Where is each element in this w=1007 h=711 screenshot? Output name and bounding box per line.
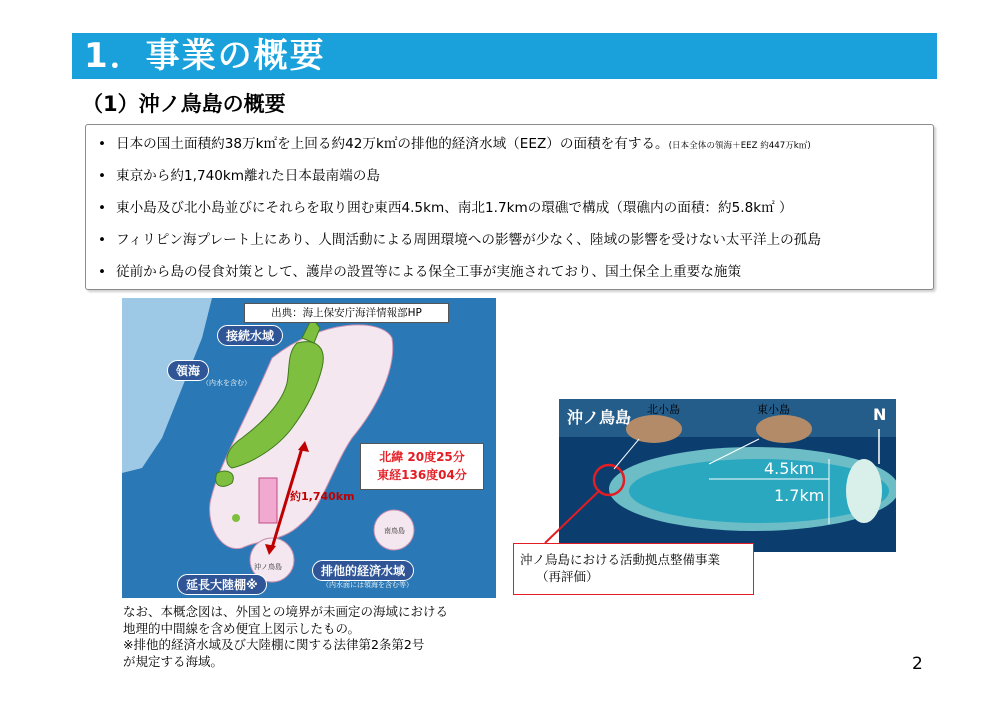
footnote-line: 地理的中間線を含め便宜上図示したもの。 [123, 620, 361, 636]
extended-shelf-label: 延長大陸棚※ [177, 574, 267, 595]
bullet-plate: • フィリピン海プレート上にあり、人間活動による周囲環境への影響が少なく、陸域の影響を受けない太平洋上の孤島 [98, 232, 821, 248]
bullet-eez: • 日本の国土面積約38万k㎡を上回る約42万k㎡の排他的経済水域（EEZ）の面積を有する。(日本全体の領海＋EEZ 約447万k㎡) [98, 136, 811, 152]
footnote-line: なお、本概念図は、外国との境界が未画定の海域における [123, 604, 449, 619]
bullet-conservation: • 従前から島の侵食対策として、護岸の設置等による保全工事が実施されており、国土保全上重要な施策 [98, 264, 742, 280]
territorial-sea-label: 領海 [167, 360, 209, 381]
distance-label: 約1,740km [290, 490, 355, 503]
section-subtitle: （1）沖ノ鳥島の概要 [82, 92, 286, 116]
map-footnote [123, 604, 448, 670]
north-islet-label: 北小島 [647, 403, 680, 416]
project-callout [513, 543, 754, 595]
eez-note: （内水面には領海を含む等） [322, 581, 413, 589]
latitude: 北緯 20度25分 [379, 450, 465, 464]
ns-dimension: 1.7km [774, 486, 825, 505]
minamitori-map-label: 南鳥島 [384, 527, 405, 535]
page-number: 2 [912, 654, 923, 674]
territorial-sea-note: （内水を含む） [202, 379, 251, 387]
eez-label: 排他的経済水域 [312, 560, 414, 581]
page-title: 1．事業の概要 [84, 36, 326, 76]
okinotori-map-label: 沖ノ鳥島 [254, 563, 282, 571]
bullet-distance: • 東京から約1,740km離れた日本最南端の島 [98, 168, 380, 184]
footnote-line: ※排他的経済水域及び大陸棚に関する法律第2条第2号 [123, 637, 425, 652]
ew-dimension: 4.5km [764, 459, 815, 478]
atoll-name: 沖ノ鳥島 [567, 408, 632, 427]
contiguous-zone-label: 接続水域 [217, 325, 283, 346]
footnote-line: が規定する海域。 [123, 653, 224, 669]
map-source: 出典：海上保安庁海洋情報部HP [244, 303, 449, 323]
bullet-atoll: • 東小島及び北小島並びにそれらを取り囲む東西4.5km、南北1.7kmの環礁で構成（環礁内の面積：約5.8k㎡ ） [98, 200, 793, 216]
north-arrow-icon: N [873, 405, 887, 424]
project-name: 沖ノ鳥島における活動拠点整備事業 [520, 552, 721, 567]
east-islet-label: 東小島 [757, 403, 790, 416]
longitude: 東経136度04分 [377, 468, 467, 482]
project-status: （再評価） [536, 569, 599, 584]
